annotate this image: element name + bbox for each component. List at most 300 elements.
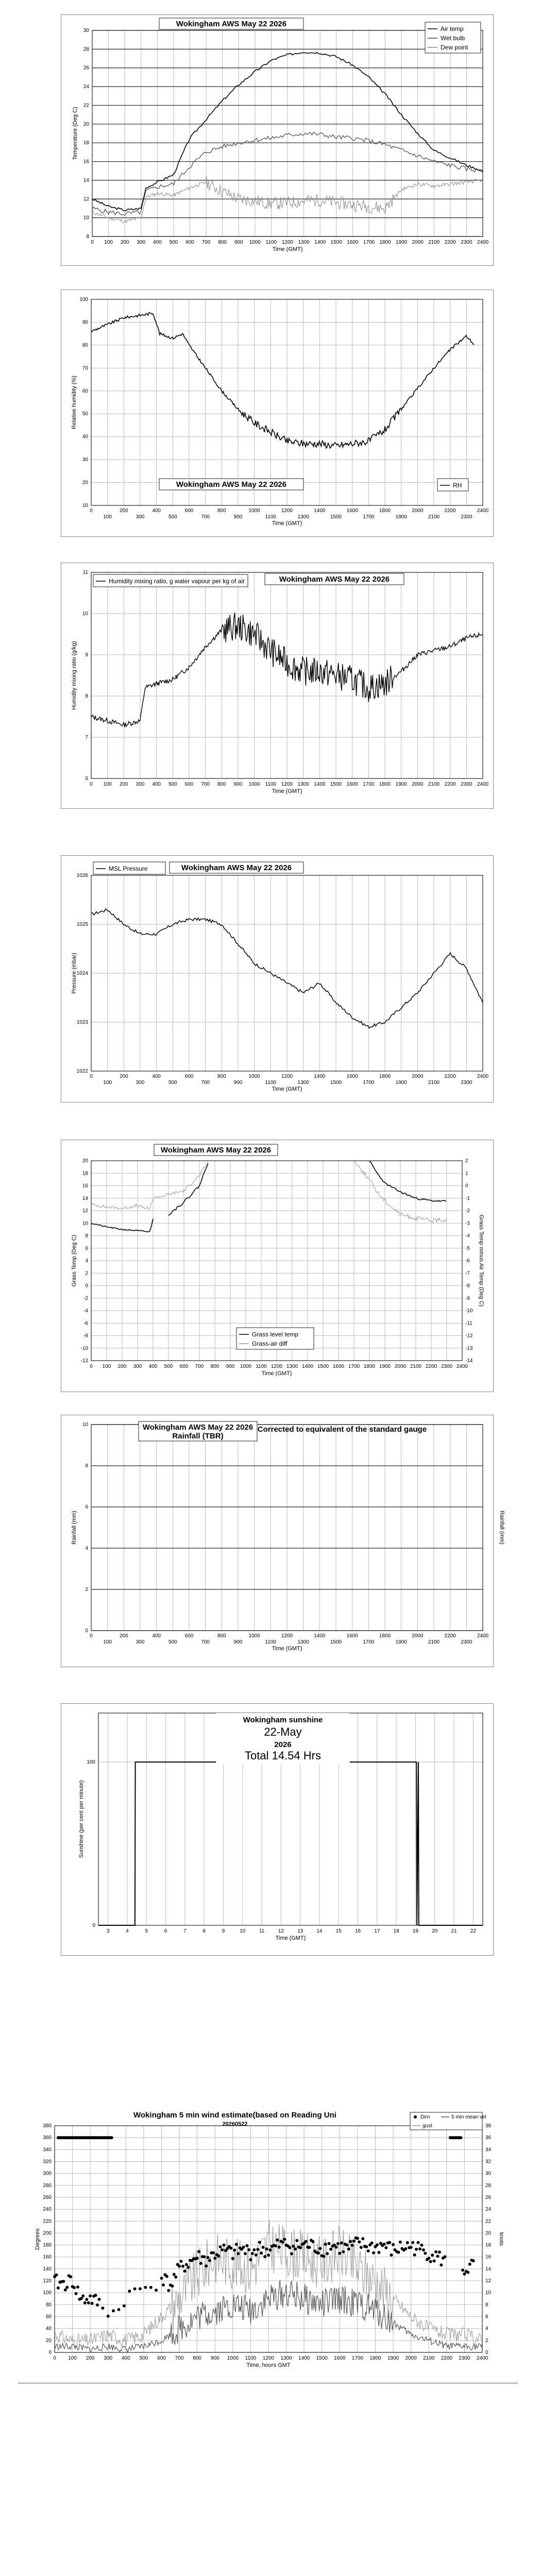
x-tick-label: 700 — [201, 240, 211, 245]
x-tick-label: 900 — [233, 1080, 243, 1086]
y-tick-label: -12 — [80, 1358, 88, 1364]
x-tick-label: 700 — [175, 2355, 184, 2361]
wind-direction-point — [221, 2248, 224, 2251]
x-tick-label: 1300 — [286, 1364, 298, 1369]
x-tick-label: 300 — [137, 240, 146, 245]
wind-direction-point — [242, 2246, 245, 2249]
y-right-tick-label: 14 — [485, 2266, 492, 2272]
x-tick-label: 1900 — [395, 1080, 407, 1086]
x-tick-label: 20 — [432, 1928, 438, 1934]
y-right-tick-label: 10 — [485, 2290, 492, 2296]
wind-direction-point — [417, 2241, 420, 2244]
x-tick-label: 2400 — [477, 1074, 489, 1079]
y-tick-label: 1022 — [76, 1069, 88, 1074]
wind-direction-point — [305, 2240, 308, 2243]
y-tick-label: 16 — [82, 1183, 88, 1189]
x-tick-label: 100 — [103, 1639, 112, 1645]
wind-direction-point — [197, 2250, 200, 2253]
y-tick-label: 10 — [82, 1422, 88, 1428]
chart-title: Wokingham AWS May 22 2026 — [160, 1146, 272, 1155]
y-tick-label: 6 — [85, 1245, 88, 1251]
x-tick-label: 400 — [152, 1633, 161, 1639]
x-tick-label: 400 — [152, 1074, 161, 1079]
wind-direction-point — [173, 2273, 176, 2276]
y-tick-label: 300 — [43, 2171, 52, 2177]
y-tick-label: 20 — [45, 2337, 52, 2344]
y-tick-label: 1023 — [76, 1020, 88, 1025]
wind-direction-point — [383, 2243, 386, 2246]
y-tick-label: -8 — [83, 1333, 88, 1339]
wind-direction-point — [413, 2253, 416, 2257]
x-tick-label: 1000 — [249, 240, 261, 245]
x-tick-label: 1300 — [297, 514, 309, 520]
y-tick-label: 22 — [83, 103, 89, 109]
x-tick-label: 0 — [90, 782, 93, 787]
wind-direction-point — [440, 2263, 443, 2266]
wind-direction-point — [262, 2246, 265, 2249]
series-line-sunshine — [98, 1762, 483, 1925]
y-tick-label: 18 — [83, 140, 89, 146]
x-tick-label: 2200 — [444, 1633, 456, 1639]
wind-direction-point — [328, 2242, 331, 2245]
wind-direction-point — [276, 2239, 279, 2242]
wind-direction-point — [299, 2246, 302, 2249]
x-tick-label: 1400 — [314, 782, 326, 787]
wind-direction-point — [431, 2253, 434, 2257]
wind-direction-point — [361, 2237, 364, 2240]
y-tick-label: -2 — [83, 1295, 88, 1301]
x-tick-label: 4 — [126, 1928, 129, 1934]
y-right-tick-label: 6 — [485, 2314, 488, 2320]
wind-direction-point — [472, 2259, 475, 2262]
x-tick-label: 700 — [201, 514, 210, 520]
y-tick-label: 60 — [82, 388, 88, 394]
wind-direction-point — [256, 2248, 259, 2251]
x-tick-label: 1200 — [281, 240, 294, 245]
humidity-chart-panel — [61, 290, 494, 537]
x-tick-label: 900 — [210, 2355, 219, 2361]
y-tick-label: 90 — [82, 319, 88, 326]
x-tick-label: 900 — [226, 1364, 235, 1369]
wind-direction-point — [64, 2289, 67, 2292]
wind-direction-point — [91, 2302, 94, 2305]
y-axis-label: Degrees — [35, 2228, 41, 2250]
wind-direction-point — [96, 2303, 99, 2307]
x-tick-label: 600 — [185, 240, 194, 245]
x-tick-label: 1100 — [265, 514, 277, 520]
y-tick-label: -10 — [80, 1345, 88, 1351]
y-right-tick-label: -3 — [465, 1221, 470, 1227]
x-tick-label: 1700 — [363, 1639, 375, 1645]
wind-direction-point — [229, 2247, 232, 2250]
y-right-tick-label: -7 — [465, 1270, 470, 1277]
wind-direction-point — [424, 2252, 427, 2255]
x-tick-label: 600 — [179, 1364, 189, 1369]
y-right-tick-label: -1 — [465, 1195, 470, 1201]
y-right-tick-label: 8 — [485, 2302, 488, 2308]
wind-direction-point — [187, 2266, 190, 2269]
x-tick-label: 2200 — [444, 782, 456, 787]
y-right-tick-label: -13 — [465, 1345, 473, 1351]
x-tick-label: 2200 — [444, 240, 456, 245]
x-tick-label: 11 — [259, 1928, 265, 1934]
x-tick-label: 1600 — [347, 240, 359, 245]
wind-direction-point — [392, 2243, 395, 2246]
y-right-tick-label: 30 — [485, 2171, 492, 2177]
wind-direction-point — [107, 2315, 110, 2318]
wind-direction-point — [406, 2241, 409, 2244]
x-tick-label: 2100 — [428, 240, 440, 245]
y-tick-label: 26 — [83, 65, 89, 71]
y-right-tick-label: 24 — [485, 2207, 492, 2213]
temperature-chart-panel — [61, 14, 494, 266]
x-tick-label: 2000 — [405, 2355, 417, 2361]
wind-direction-point — [429, 2260, 432, 2263]
wind-direction-point — [69, 2275, 72, 2278]
wind-direction-point — [258, 2241, 261, 2244]
y-tick-label: 0 — [85, 1283, 88, 1289]
wind-direction-point — [223, 2244, 226, 2247]
wind-direction-point — [87, 2301, 90, 2304]
wind-direction-point — [162, 2283, 165, 2286]
legend-entry: gust — [422, 2123, 432, 2129]
wind-direction-point — [219, 2245, 222, 2248]
wind-direction-point — [76, 2285, 79, 2289]
x-tick-label: 200 — [119, 508, 128, 514]
y-tick-label: 20 — [82, 480, 88, 486]
wind-direction-point — [251, 2252, 254, 2255]
y-right-tick-label: 22 — [485, 2218, 492, 2225]
y-tick-label: 80 — [45, 2302, 52, 2308]
wind-direction-point — [438, 2250, 441, 2253]
x-tick-label: 600 — [184, 1633, 194, 1639]
wind-direction-point — [294, 2247, 297, 2250]
wind-direction-point — [247, 2248, 250, 2251]
y-tick-label: 320 — [43, 2159, 52, 2165]
wind-direction-point — [233, 2249, 236, 2252]
x-tick-label: 1100 — [256, 1364, 267, 1369]
wind-direction-point — [185, 2263, 188, 2266]
chart-date: 22-May — [264, 1725, 302, 1738]
x-tick-label: 22 — [470, 1928, 476, 1934]
y-right-tick-label: -10 — [465, 1308, 473, 1314]
wind-chart — [19, 2110, 523, 2378]
wind-direction-point — [144, 2286, 147, 2289]
wind-direction-point — [433, 2260, 436, 2263]
x-tick-label: 1900 — [395, 1639, 407, 1645]
legend-entry: MSL Pressure — [109, 865, 148, 872]
y-right-tick-label: -4 — [465, 1233, 470, 1239]
x-tick-label: 500 — [168, 514, 177, 520]
x-tick-label: 700 — [201, 782, 210, 787]
x-tick-label: 2000 — [412, 508, 424, 514]
wind-direction-point — [55, 2274, 58, 2277]
wind-direction-point — [244, 2252, 247, 2255]
x-tick-label: 2100 — [428, 1080, 440, 1086]
wind-direction-point — [415, 2248, 418, 2251]
y-right-tick-label: 1 — [465, 1171, 468, 1177]
y-right-tick-label: -12 — [465, 1333, 473, 1339]
x-tick-label: 5 — [145, 1928, 148, 1934]
wind-direction-point — [101, 2307, 104, 2310]
wind-direction-point — [295, 2239, 298, 2242]
x-tick-label: 200 — [119, 1633, 128, 1639]
x-tick-label: 1200 — [281, 1633, 293, 1639]
wind-direction-point — [110, 2136, 113, 2139]
y-axis-label: Rainfall (mm) — [71, 1511, 77, 1545]
x-tick-label: 2300 — [461, 240, 472, 245]
x-tick-label: 0 — [90, 1074, 93, 1079]
y-tick-label: 24 — [83, 84, 89, 90]
wind-direction-point — [249, 2258, 252, 2261]
x-tick-label: 2000 — [412, 1633, 424, 1639]
wind-direction-point — [57, 2286, 60, 2290]
y-tick-label: 11 — [82, 570, 88, 575]
x-tick-label: 900 — [234, 240, 243, 245]
wind-direction-point — [94, 2294, 97, 2297]
y-axis-label: Grass Temp (Deg C) — [71, 1234, 77, 1287]
legend-entry: Grass-air diff — [252, 1340, 288, 1347]
y-tick-label: 340 — [43, 2147, 52, 2153]
wind-direction-point — [73, 2286, 76, 2289]
x-tick-label: 2300 — [461, 1639, 472, 1645]
wind-direction-point — [308, 2246, 311, 2249]
y-tick-label: 20 — [83, 121, 89, 127]
wind-direction-point — [217, 2255, 220, 2258]
wind-direction-point — [75, 2292, 78, 2295]
legend-entry: RH — [453, 482, 462, 489]
wind-direction-point — [436, 2255, 439, 2258]
wind-direction-point — [468, 2263, 471, 2266]
x-tick-label: 200 — [117, 1364, 127, 1369]
y-tick-label: 2 — [85, 1587, 88, 1592]
x-tick-label: 600 — [184, 508, 194, 514]
y-right-tick-label: 36 — [485, 2135, 492, 2141]
wind-direction-point — [181, 2265, 184, 2268]
y-tick-label: 12 — [82, 1208, 88, 1214]
wind-direction-point — [326, 2252, 329, 2255]
x-tick-label: 2200 — [444, 508, 456, 514]
x-tick-label: 100 — [102, 1364, 111, 1369]
x-tick-label: 800 — [217, 1074, 226, 1079]
x-tick-label: 2300 — [441, 1364, 453, 1369]
wind-direction-point — [360, 2246, 363, 2249]
wind-direction-point — [278, 2246, 281, 2249]
x-tick-label: 2000 — [394, 1364, 407, 1369]
y-tick-label: 280 — [43, 2182, 52, 2189]
wind-direction-point — [269, 2248, 272, 2251]
wind-direction-point — [322, 2255, 325, 2258]
x-tick-label: 1200 — [281, 782, 293, 787]
mixing-ratio-chart — [61, 563, 494, 809]
x-tick-label: 500 — [168, 1080, 177, 1086]
y-right-tick-label: 16 — [485, 2254, 492, 2260]
mixing-ratio-chart-panel — [61, 563, 494, 809]
x-axis-label: Time (GMT) — [272, 788, 302, 794]
legend-entry: Air temp — [441, 25, 464, 32]
x-tick-label: 1100 — [265, 1639, 277, 1645]
x-tick-label: 0 — [90, 1364, 93, 1369]
x-tick-label: 1700 — [363, 514, 375, 520]
temperature-chart — [61, 15, 494, 266]
wind-direction-point — [384, 2246, 387, 2249]
x-tick-label: 1000 — [248, 782, 260, 787]
x-tick-label: 2300 — [461, 782, 472, 787]
y-right-tick-label: 18 — [485, 2242, 492, 2248]
wind-direction-point — [213, 2257, 216, 2260]
x-tick-label: 1600 — [346, 782, 358, 787]
legend-entry: Dew point — [441, 44, 468, 51]
y-right-tick-label: 0 — [465, 1183, 468, 1189]
wind-direction-point — [183, 2269, 187, 2273]
wind-direction-point — [352, 2240, 356, 2243]
chart-title: Wokingham sunshine — [243, 1716, 323, 1724]
pressure-chart-panel — [61, 855, 494, 1103]
wind-direction-point — [165, 2275, 168, 2278]
x-tick-label: 800 — [217, 508, 226, 514]
humidity-chart — [61, 290, 494, 537]
y-right-tick-label: 28 — [485, 2182, 492, 2189]
y-right-tick-label: -6 — [465, 1258, 470, 1264]
x-tick-label: 2100 — [428, 782, 440, 787]
x-tick-label: 0 — [90, 508, 93, 514]
chart-total: Total 14.54 Hrs — [245, 1749, 321, 1762]
wind-direction-point — [62, 2280, 65, 2283]
wind-direction-point — [281, 2241, 284, 2244]
x-tick-label: 1500 — [330, 1080, 342, 1086]
x-tick-label: 2100 — [428, 514, 440, 520]
x-tick-label: 1500 — [316, 2355, 328, 2361]
y-tick-label: 40 — [45, 2326, 52, 2332]
x-tick-label: 0 — [90, 1633, 93, 1639]
wind-direction-point — [283, 2238, 286, 2241]
wind-direction-point — [231, 2257, 234, 2260]
y-axis-label: Sunshine (per cent per minute) — [78, 1780, 84, 1858]
x-axis-label: Time (GMT) — [272, 246, 303, 252]
wind-direction-point — [318, 2247, 322, 2250]
x-tick-label: 600 — [184, 1074, 194, 1079]
wind-direction-point — [347, 2247, 350, 2250]
y-tick-label: 10 — [83, 215, 89, 221]
x-tick-label: 1400 — [301, 1364, 314, 1369]
x-tick-label: 1800 — [379, 1074, 391, 1079]
legend-entry: Humidity mixing ratio, g water vapour per kg of air — [109, 578, 245, 585]
wind-direction-point — [235, 2243, 238, 2246]
x-axis-label: Time (GMT) — [261, 1370, 292, 1377]
x-tick-label: 1100 — [265, 1080, 277, 1086]
x-tick-label: 2000 — [412, 782, 424, 787]
y-tick-label: 8 — [86, 234, 89, 240]
wind-direction-point — [171, 2284, 174, 2287]
wind-direction-point — [466, 2271, 469, 2274]
x-tick-label: 1400 — [314, 508, 326, 514]
y-tick-label: 240 — [43, 2207, 52, 2213]
grass-temp-chart — [61, 1140, 494, 1393]
x-tick-label: 2400 — [477, 508, 489, 514]
y-right-tick-label: -11 — [465, 1320, 472, 1327]
x-tick-label: 500 — [168, 782, 177, 787]
wind-direction-point — [98, 2298, 101, 2301]
y-tick-label: 180 — [43, 2242, 52, 2248]
wind-direction-point — [334, 2246, 337, 2249]
x-tick-label: 2400 — [476, 2355, 488, 2361]
x-tick-label: 1300 — [298, 240, 310, 245]
x-tick-label: 1300 — [297, 782, 309, 787]
x-tick-label: 2400 — [477, 1633, 489, 1639]
y-right-axis-label: knots — [498, 2232, 504, 2246]
y-tick-label: 220 — [43, 2218, 52, 2225]
wind-direction-point — [312, 2240, 315, 2243]
x-tick-label: 1500 — [330, 240, 342, 245]
x-tick-label: 1500 — [317, 1364, 329, 1369]
wind-direction-point — [397, 2251, 400, 2254]
wind-direction-point — [340, 2242, 343, 2245]
y-tick-label: 80 — [82, 342, 88, 348]
wind-direction-point — [404, 2247, 407, 2250]
x-tick-label: 600 — [184, 782, 194, 787]
y-tick-label: 60 — [45, 2314, 52, 2320]
wind-direction-point — [365, 2245, 368, 2248]
y-tick-label: 16 — [83, 159, 89, 165]
x-tick-label: 1400 — [314, 1074, 326, 1079]
wind-direction-point — [236, 2252, 240, 2255]
wind-direction-point — [290, 2252, 293, 2256]
x-tick-label: 200 — [86, 2355, 95, 2361]
y-tick-label: 380 — [43, 2123, 52, 2129]
wind-direction-point — [212, 2251, 215, 2255]
wind-direction-point — [196, 2257, 199, 2260]
legend-entry: Wet bulb — [441, 35, 465, 42]
wind-direction-point — [427, 2257, 430, 2260]
legend-swatch — [414, 2115, 417, 2119]
y-tick-label: 8 — [85, 1463, 88, 1469]
series-line-grass-air-diff — [91, 1161, 208, 1210]
x-axis-label: Time (GMT) — [272, 1646, 302, 1652]
y-right-tick-label: -8 — [465, 1283, 470, 1289]
legend-entry: 5 min mean vel — [451, 2114, 486, 2120]
wind-direction-point — [267, 2253, 270, 2257]
wind-direction-point — [80, 2297, 83, 2300]
chart-title: Wokingham 5 min wind estimate(based on Reading Uni — [133, 2111, 336, 2120]
wind-direction-point — [206, 2256, 209, 2259]
x-axis-label: Time (GMT) — [272, 1086, 302, 1092]
y-tick-label: 18 — [82, 1171, 88, 1177]
x-tick-label: 18 — [393, 1928, 399, 1934]
y-tick-label: 30 — [83, 28, 89, 33]
x-tick-label: 100 — [103, 782, 112, 787]
y-right-tick-label: 12 — [485, 2278, 492, 2284]
y-right-tick-label: 2 — [465, 1158, 468, 1164]
y-tick-label: 14 — [82, 1195, 88, 1201]
x-tick-label: 1700 — [348, 1364, 360, 1369]
y-right-tick-label: 0 — [485, 2350, 488, 2355]
x-tick-label: 1100 — [265, 240, 277, 245]
x-tick-label: 2200 — [425, 1364, 437, 1369]
x-tick-label: 1700 — [351, 2355, 364, 2361]
x-tick-label: 1400 — [314, 1633, 326, 1639]
y-axis-label: Relative humidity (%) — [71, 376, 77, 429]
y-right-tick-label: -5 — [465, 1245, 470, 1251]
wind-direction-point — [367, 2249, 370, 2252]
y-tick-label: 1026 — [76, 873, 88, 878]
x-tick-label: 1500 — [330, 514, 342, 520]
x-tick-label: 1200 — [270, 1364, 283, 1369]
x-tick-label: 1400 — [298, 2355, 310, 2361]
wind-direction-point — [390, 2253, 393, 2257]
x-tick-label: 1600 — [334, 2355, 346, 2361]
wind-direction-point — [265, 2247, 268, 2250]
wind-direction-point — [167, 2289, 170, 2292]
